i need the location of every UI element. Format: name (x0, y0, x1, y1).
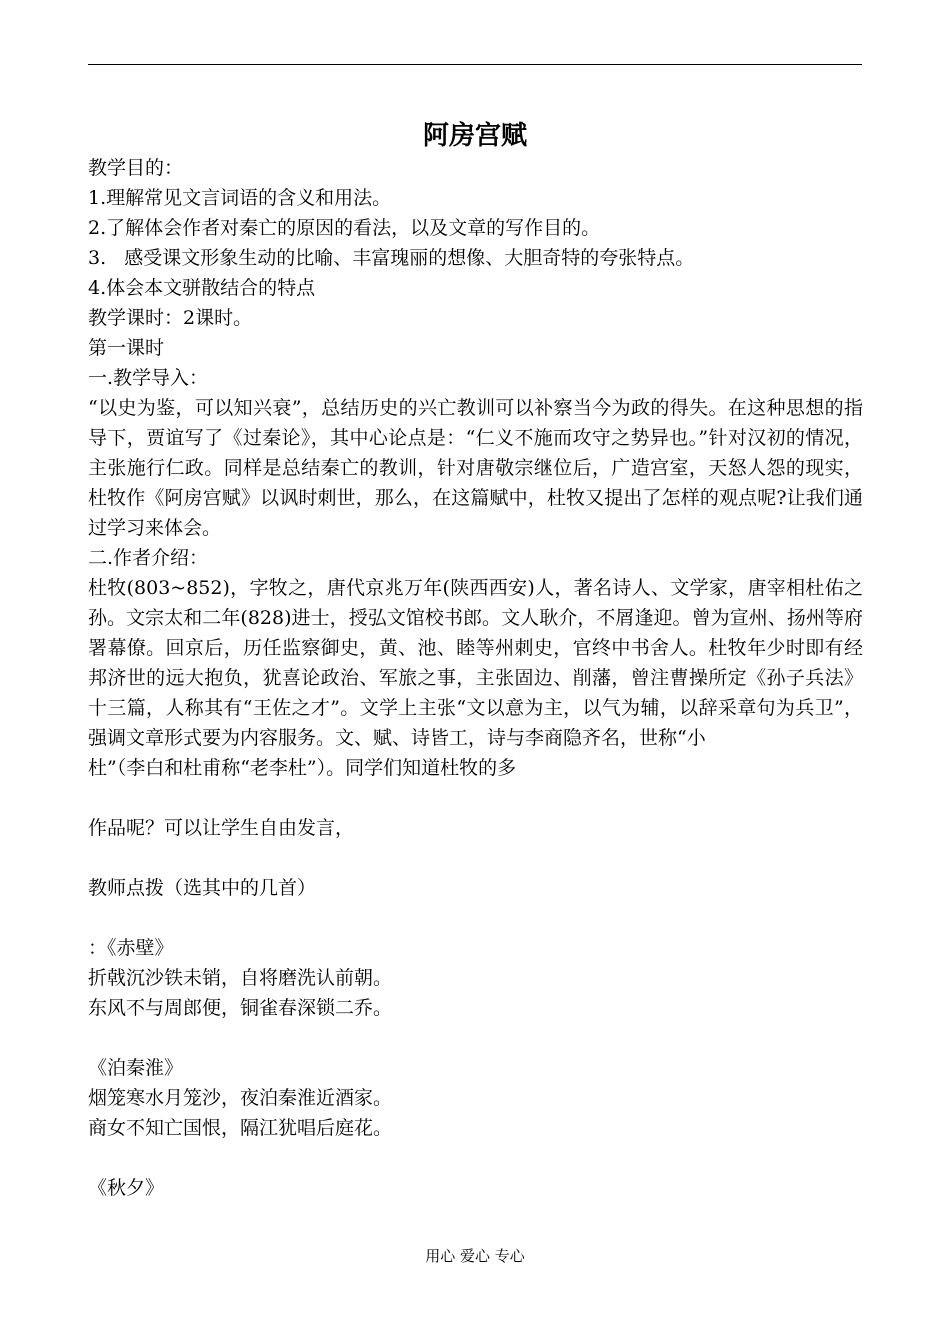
page-title: 阿房宫赋 (422, 121, 527, 151)
blank-line (88, 1143, 863, 1173)
poem-line: 烟笼寒水月笼沙，夜泊秦淮近酒家。 (88, 1087, 393, 1109)
teacher-note: 教师点拨（选其中的几首） (88, 877, 317, 899)
section-heading: 一.教学导入： (88, 367, 209, 389)
objective-item: 2.了解体会作者对秦亡的原因的看法，以及文章的写作目的。 (88, 217, 601, 239)
poem-title: 《泊秦淮》 (88, 1057, 184, 1079)
objective-item: 1.理解常见文言词语的含义和用法。 (88, 187, 392, 209)
poem-line: 商女不知亡国恨，隔江犹唱后庭花。 (88, 1117, 393, 1139)
class-hours: 教学课时：2课时。 (88, 307, 253, 329)
objective-item: 4.体会本文骈散结合的特点 (88, 277, 316, 299)
page-footer: 用心 爱心 专心 (425, 1247, 525, 1265)
author-paragraph: 杜牧(803~852)，字牧之，唐代京兆万年(陕西西安)人，著名诗人、文学家，唐宰相杜佑之孙。文宗太和二年(828)进士，授弘文馆校书郎。文人耿介，不屑逢迎。曾为宣州、扬州等府署幕僚。回京后，历任监察御史，黄、池、睦等州刺史，官终中书舍人。杜牧年少时即有经邦济世的远大抱负，犹喜论政治、军旅之事，主张固边、削藩，曾注曹操所定《孙子兵法》十三篇，人称其有“王佐之才”。文学上主张“文以意为主，以气为辅，以辞采章句为兵卫”，强调文章形式要为内容服务。文、赋、诗皆工，诗与李商隐齐名，世称“小 (88, 577, 863, 749)
poem-line: 东风不与周郎便，铜雀春深锁二乔。 (88, 997, 393, 1019)
author-paragraph-continued: 杜”（李白和杜甫称“老李杜”）。同学们知道杜牧的多 (88, 757, 517, 779)
intro-paragraph: “以史为鉴，可以知兴衰”，总结历史的兴亡教训可以补察当今为政的得失。在这种思想的指导下，贾谊写了《过秦论》，其中心论点是：“仁义不施而攻守之势异也。”针对汉初的情况，主张施行仁政。同样是总结秦亡的教训，针对唐敬宗继位后，广造宫室，天怒人怨的现实，杜牧作《阿房宫赋》以讽时刺世，那么，在这篇赋中，杜牧又提出了怎样的观点呢?让我们通过学习来体会。 (88, 397, 863, 539)
works-question: 作品呢？可以让学生自由发言， (88, 817, 355, 839)
section-heading: 二.作者介绍： (88, 547, 209, 569)
poem-title: ：《赤壁》 (88, 937, 174, 959)
lesson-heading: 第一课时 (88, 337, 165, 359)
poem-line: 折戟沉沙铁未销，自将磨洗认前朝。 (88, 967, 393, 989)
header-rule (88, 64, 862, 65)
document-body (88, 153, 863, 1203)
blank-line (88, 843, 863, 873)
blank-line (88, 783, 863, 813)
poem-title: 《秋夕》 (88, 1177, 165, 1199)
objective-item: 3. 感受课文形象生动的比喻、丰富瑰丽的想像、大胆奇特的夸张特点。 (88, 247, 695, 269)
objectives-heading: 教学目的： (88, 157, 184, 179)
blank-line (88, 903, 863, 933)
blank-line (88, 1023, 863, 1053)
